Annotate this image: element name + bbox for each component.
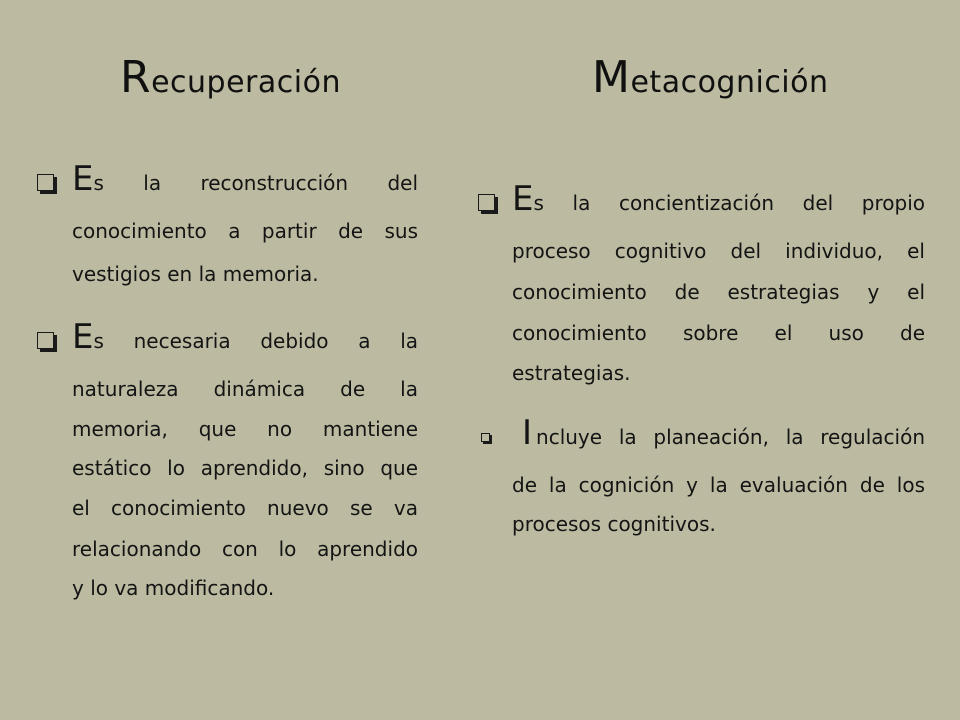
left-bullet-2-first-line: [72, 317, 418, 357]
checkbox-bullet-icon: [478, 194, 495, 211]
left-bullet-1-line-2: conocimiento a partir de sus: [72, 219, 418, 243]
left-title-initial: R: [120, 52, 152, 103]
left-bullet-2-line-6: relacionando con lo aprendido: [72, 537, 418, 561]
right-bullet-1-first-line: [512, 179, 925, 219]
right-bullet-2-line-2: de la cognición y la evaluación de los: [512, 473, 925, 497]
right-bullet-2-line-3: procesos cognitivos.: [512, 512, 716, 536]
right-title-rest: etacognición: [630, 65, 829, 100]
right-bullet-1-line-4: conocimiento sobre el uso de: [512, 321, 925, 345]
right-bullet-2-initial: I: [522, 413, 533, 453]
left-bullet-2-line-4: estático lo aprendido, sino que: [72, 456, 418, 480]
left-bullet-2-line-5: el conocimiento nuevo se va: [72, 496, 418, 520]
right-bullet-1-line-5: estrategias.: [512, 361, 631, 385]
left-bullet-2-line-3: memoria, que no mantiene: [72, 417, 418, 441]
right-bullet-1-initial: E: [512, 179, 534, 219]
checkbox-bullet-icon: [37, 332, 54, 349]
left-bullet-1-first-text: s la reconstrucción del: [93, 171, 418, 195]
left-bullet-2-initial: E: [72, 317, 94, 357]
right-bullet-1-first-text: s la concientización del propio: [533, 191, 925, 215]
left-bullet-1-first-line: [72, 159, 418, 199]
right-bullet-1-line-2: proceso cognitivo del individuo, el: [512, 239, 925, 263]
right-column-title: [592, 52, 829, 103]
left-title-rest: ecuperación: [151, 65, 341, 100]
checkbox-bullet-icon: [481, 433, 490, 442]
left-bullet-2-first-text: s necesaria debido a la: [93, 329, 418, 353]
right-bullet-2-first-text: ncluye la planeación, la regulación: [536, 425, 925, 449]
checkbox-bullet-icon: [37, 174, 54, 191]
right-title-initial: M: [592, 52, 631, 103]
right-bullet-1-line-3: conocimiento de estrategias y el: [512, 280, 925, 304]
left-bullet-2-line-2: naturaleza dinámica de la: [72, 377, 418, 401]
left-bullet-1-line-3: vestigios en la memoria.: [72, 262, 319, 286]
left-bullet-1-initial: E: [72, 159, 94, 199]
right-bullet-2-first-line: [522, 413, 925, 453]
left-bullet-2-line-7: y lo va modificando.: [72, 576, 275, 600]
left-column-title: [120, 52, 341, 103]
